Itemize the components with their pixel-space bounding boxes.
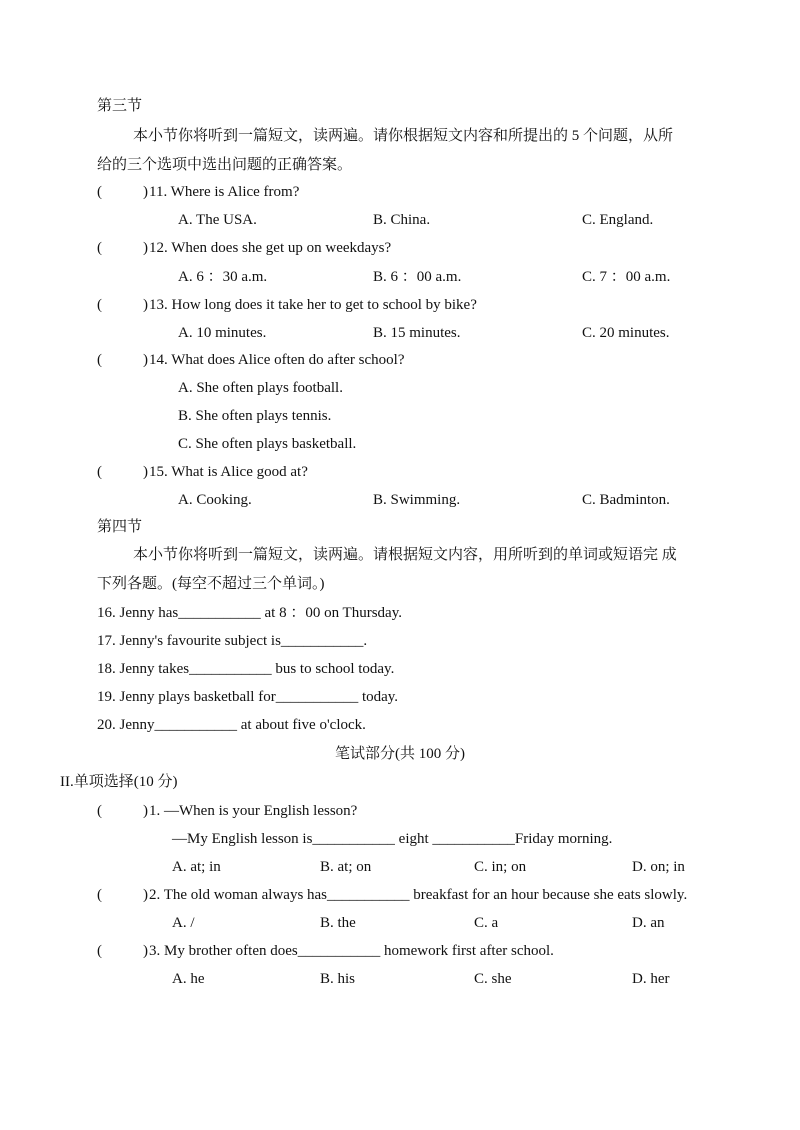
w-q1-text-line2: —My English lesson is___________ eight ___________Friday morning. xyxy=(172,831,613,847)
fill-item-20: 20. Jenny___________ at about five o'clock. xyxy=(97,717,366,733)
q15-text: 15. What is Alice good at? xyxy=(149,464,308,480)
part-ii-heading: II.单项选择(10 分) xyxy=(60,774,178,790)
q12-close-paren: ) xyxy=(143,240,148,256)
q13-text: 13. How long does it take her to get to school by bike? xyxy=(149,297,477,313)
w-q1-option-b: B. at; on xyxy=(320,859,372,875)
q15-option-c: C. Badminton. xyxy=(582,492,670,508)
q15-option-b: B. Swimming. xyxy=(373,492,461,508)
w-q1-option-d: D. on; in xyxy=(632,859,685,875)
fill-item-17: 17. Jenny's favourite subject is___________. xyxy=(97,633,368,649)
w-q2-option-d: D. an xyxy=(632,915,665,931)
q11-close-paren: ) xyxy=(143,184,148,200)
w-q1-close-paren: ) xyxy=(143,803,148,819)
w-q3-text: 3. My brother often does___________ homework first after school. xyxy=(149,943,554,959)
w-q3-option-a: A. he xyxy=(172,971,205,987)
q11-option-c: C. England. xyxy=(582,212,654,228)
q14-option-a: A. She often plays football. xyxy=(178,380,343,396)
q12-text: 12. When does she get up on weekdays? xyxy=(149,240,392,256)
q13-option-b: B. 15 minutes. xyxy=(373,325,461,341)
q12-option-c: C. 7 ：00 a.m. xyxy=(582,269,671,285)
section4-heading: 第四节 xyxy=(97,519,143,535)
q13-open-paren: ( xyxy=(97,297,102,313)
q14-option-b: B. She often plays tennis. xyxy=(178,408,332,424)
section3-instruction-line1: 本小节你将听到一篇短文，读两遍。请你根据短文内容和所提出的 5 个问题，从所 xyxy=(133,128,674,144)
q14-close-paren: ) xyxy=(143,352,148,368)
w-q2-open-paren: ( xyxy=(97,887,102,903)
q14-open-paren: ( xyxy=(97,352,102,368)
fill-item-18: 18. Jenny takes___________ bus to school today. xyxy=(97,661,395,677)
section3-instruction-line2: 给的三个选项中选出问题的正确答案。 xyxy=(97,157,353,173)
written-part-title: 笔试部分(共 100 分) xyxy=(335,746,465,762)
q11-open-paren: ( xyxy=(97,184,102,200)
w-q2-close-paren: ) xyxy=(143,887,148,903)
section4-instruction-line1: 本小节你将听到一篇短文，读两遍。请根据短文内容，用所听到的单词或短语完 成 xyxy=(133,547,677,563)
q15-option-a: A. Cooking. xyxy=(178,492,252,508)
w-q1-option-a: A. at; in xyxy=(172,859,221,875)
w-q2-option-b: B. the xyxy=(320,915,356,931)
fill-item-16: 16. Jenny has___________ at 8 ：00 on Thursday. xyxy=(97,605,402,621)
w-q2-option-c: C. a xyxy=(474,915,499,931)
w-q3-close-paren: ) xyxy=(143,943,148,959)
section3-heading: 第三节 xyxy=(97,98,143,114)
w-q1-option-c: C. in; on xyxy=(474,859,527,875)
q12-option-a: A. 6 ：30 a.m. xyxy=(178,269,268,285)
q14-text: 14. What does Alice often do after school? xyxy=(149,352,405,368)
section4-instruction-line2: 下列各题。(每空不超过三个单词。) xyxy=(97,576,325,592)
q15-open-paren: ( xyxy=(97,464,102,480)
q13-close-paren: ) xyxy=(143,297,148,313)
w-q2-text: 2. The old woman always has___________ breakfast for an hour because she eats slowly. xyxy=(149,887,688,903)
q14-option-c: C. She often plays basketball. xyxy=(178,436,357,452)
w-q1-open-paren: ( xyxy=(97,803,102,819)
w-q2-option-a: A. / xyxy=(172,915,195,931)
w-q3-open-paren: ( xyxy=(97,943,102,959)
q12-option-b: B. 6 ：00 a.m. xyxy=(373,269,462,285)
q11-option-a: A. The USA. xyxy=(178,212,257,228)
q15-close-paren: ) xyxy=(143,464,148,480)
q11-option-b: B. China. xyxy=(373,212,431,228)
q12-open-paren: ( xyxy=(97,240,102,256)
w-q3-option-b: B. his xyxy=(320,971,356,987)
fill-item-19: 19. Jenny plays basketball for___________ today. xyxy=(97,689,399,705)
w-q1-text: 1. —When is your English lesson? xyxy=(149,803,358,819)
q13-option-a: A. 10 minutes. xyxy=(178,325,267,341)
w-q3-option-d: D. her xyxy=(632,971,670,987)
w-q3-option-c: C. she xyxy=(474,971,512,987)
q11-text: 11. Where is Alice from? xyxy=(149,184,300,200)
q13-option-c: C. 20 minutes. xyxy=(582,325,670,341)
